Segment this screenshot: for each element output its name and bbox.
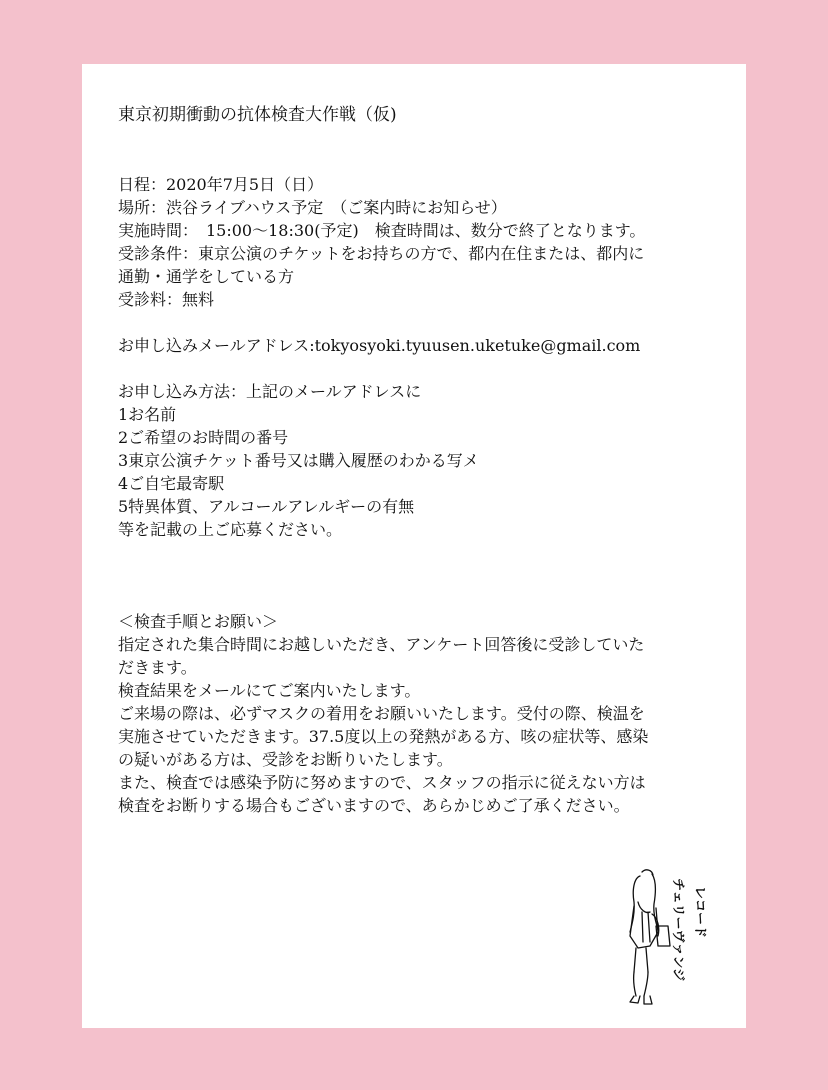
event-time: 実施時間： 15:00〜18:30(予定) 検査時間は、数分で終了となります。 [118, 221, 646, 240]
application-item: 5特異体質、アルコールアレルギーの有無 [118, 497, 415, 516]
event-date: 日程：2020年7月5日（日） [118, 175, 324, 194]
signature-text-1: チェリーヴァンジ [670, 878, 685, 982]
procedure-line: の疑いがある方は、受診をお断りいたします。 [118, 750, 453, 769]
procedure-line: 実施させていただきます。37.5度以上の発熱がある方、咳の症状等、感染 [118, 727, 649, 746]
signature-text-2: レコード [692, 886, 707, 939]
application-item: 4ご自宅最寄駅 [118, 474, 225, 493]
eligibility-line-1: 受診条件：東京公演のチケットをお持ちの方で、都内在住または、都内に [118, 244, 645, 263]
procedure-line: 指定された集合時間にお越しいただき、アンケート回答後に受診していた [118, 635, 645, 654]
procedure-line: 検査をお断りする場合もございますので、あらかじめご了承ください。 [118, 796, 630, 815]
eligibility-line-2: 通勤・通学をしている方 [118, 267, 295, 286]
girl-sketch-illustration [612, 862, 722, 1014]
procedure-line: ご来場の際は、必ずマスクの着用をお願いいたします。受付の際、検温を [118, 704, 645, 723]
procedure-line: だきます。 [118, 658, 197, 677]
document-body [118, 104, 728, 817]
document-page [82, 64, 746, 1028]
spacer [118, 357, 728, 380]
procedure-heading: ＜検査手順とお願い＞ [118, 612, 279, 631]
procedure-line: また、検査では感染予防に努めますので、スタッフの指示に従えない方は [118, 773, 646, 792]
spacer [118, 541, 728, 610]
application-email: お申し込みメールアドレス:tokyosyoki.tyuusen.uketuke@gmail.com [118, 336, 641, 355]
application-method-heading: お申し込み方法：上記のメールアドレスに [118, 382, 422, 401]
application-item: 2ご希望のお時間の番号 [118, 428, 289, 447]
event-venue: 場所：渋谷ライブハウス予定 （ご案内時にお知らせ） [118, 198, 507, 217]
document-title: 東京初期衝動の抗体検査大作戦（仮) [118, 105, 397, 125]
application-item: 1お名前 [118, 405, 177, 424]
exam-fee: 受診料：無料 [118, 290, 215, 309]
spacer [118, 311, 728, 334]
procedure-line: 検査結果をメールにてご案内いたします。 [118, 681, 421, 700]
application-footer: 等を記載の上ご応募ください。 [118, 520, 343, 539]
spacer [118, 127, 728, 173]
application-item: 3東京公演チケット番号又は購入履歴のわかる写メ [118, 451, 479, 470]
